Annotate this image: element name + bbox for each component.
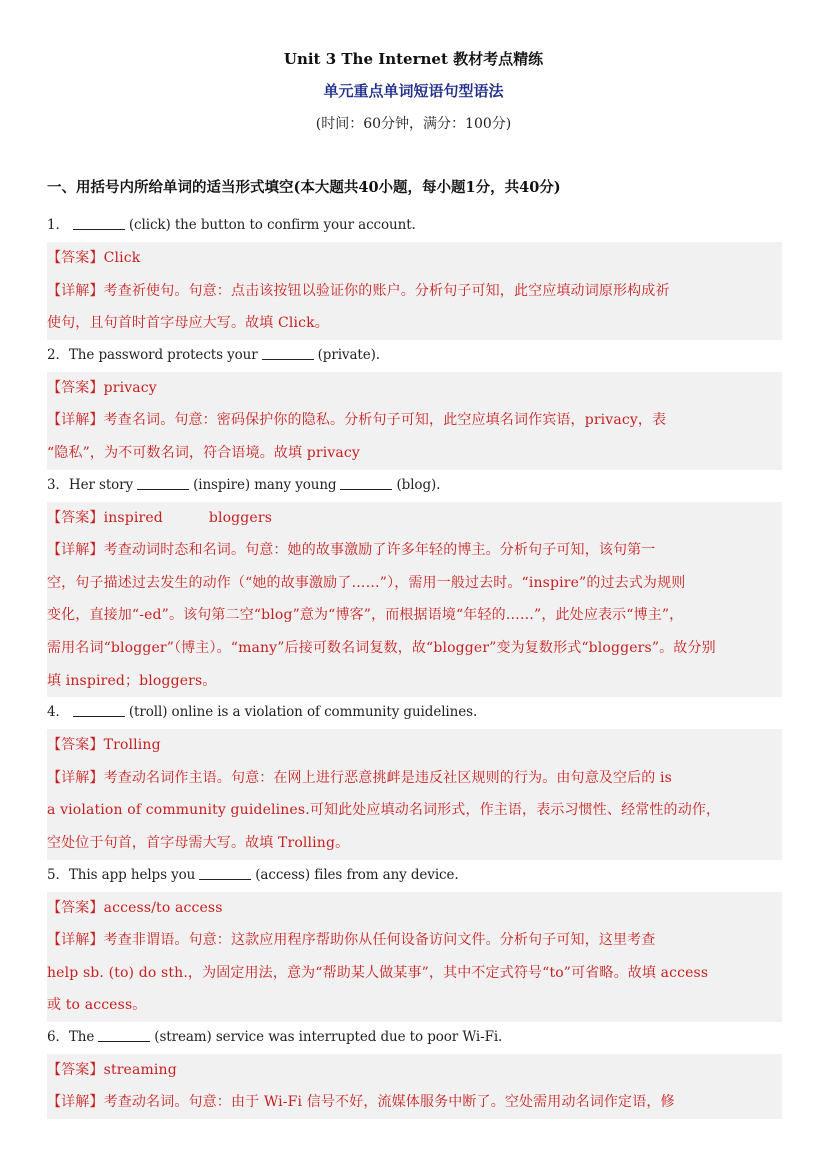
answer-blank xyxy=(340,475,392,490)
question-middle: (inspire) many young xyxy=(193,476,337,493)
explanation-line xyxy=(47,599,782,632)
question-suffix: (private). xyxy=(317,346,380,363)
explanation-text: 考查名词。句意：密码保护你的隐私。分析句子可知，此空应填名词作宾语，privacy，表 xyxy=(103,412,667,429)
explanation-tag: 【详解】 xyxy=(47,932,104,949)
answer-tag: 【答案】 xyxy=(47,1061,104,1078)
explanation-text: 考查非谓语。句意：这款应用程序帮助你从任何设备访问文件。分析句子可知，这里考查 xyxy=(103,932,656,949)
explanation-text: help sb. (to) do sth.，为固定用法，意为“帮助某人做某事”，其中不定式符号“to”可省略。故填 access xyxy=(47,964,709,981)
answer-blank xyxy=(73,215,125,230)
question-number: 3． xyxy=(47,476,69,493)
explanation-text: 变化，直接加“-ed”。该句第二空“blog”意为“博客”，而根据语境“年轻的……”，此处应表示“博主”， xyxy=(47,607,684,624)
question-number: 4． xyxy=(47,704,69,721)
question-prefix: Her story xyxy=(68,476,134,493)
answer-line xyxy=(47,502,782,535)
answer-line xyxy=(47,1054,782,1087)
explanation-line xyxy=(47,827,782,860)
answer-line xyxy=(47,242,782,275)
explanation-line xyxy=(47,534,782,567)
explanation-text: 考查动名词作主语。句意：在网上进行恶意挑衅是违反社区规则的行为。由句意及空后的 is xyxy=(103,769,673,786)
explanation-line xyxy=(47,404,782,437)
explanation-tag: 【详解】 xyxy=(47,282,104,299)
answer-blank xyxy=(199,865,251,880)
explanation-line xyxy=(47,794,782,827)
question-prefix: The xyxy=(68,1028,95,1045)
question-suffix: (access) files from any device. xyxy=(255,866,459,883)
question-suffix: (troll) online is a violation of community guidelines. xyxy=(128,704,478,721)
answer-tag: 【答案】 xyxy=(47,899,104,916)
explanation-text: 需用名词“blogger”（博主）。“many”后接可数名词复数，故“blogger”变为复数形式“bloggers”。故分别 xyxy=(47,639,716,656)
explanation-tag: 【详解】 xyxy=(47,412,104,429)
question-text xyxy=(47,210,782,242)
page-title: Unit 3 The Internet 教材考点精练 xyxy=(283,50,544,68)
question-prefix: The password protects your xyxy=(68,346,258,363)
explanation-line xyxy=(47,1086,782,1119)
answer-value: Click xyxy=(103,250,141,266)
question-text xyxy=(47,1022,782,1054)
page-subtitle: 单元重点单词短语句型语法 xyxy=(323,82,504,100)
answer-line xyxy=(47,372,782,405)
answer-tag: 【答案】 xyxy=(47,379,104,396)
answer-explanation-box xyxy=(47,502,782,698)
question-prefix: This app helps you xyxy=(68,866,196,883)
question-suffix: (blog). xyxy=(396,476,441,493)
explanation-line xyxy=(47,437,782,470)
explanation-line xyxy=(47,275,782,308)
explanation-text: 考查祈使句。句意：点击该按钮以验证你的账户。分析句子可知，此空应填动词原形构成祈 xyxy=(103,282,670,299)
explanation-text: 考查动名词。句意：由于 Wi-Fi 信号不好，流媒体服务中断了。空处需用动名词作定语，修 xyxy=(103,1094,675,1111)
question-text xyxy=(47,697,782,729)
explanation-text: 考查动词时态和名词。句意：她的故事激励了许多年轻的博主。分析句子可知，该句第一 xyxy=(103,542,656,559)
answer-value: privacy xyxy=(103,379,157,396)
section-heading: 一、用括号内所给单词的适当形式填空(本大题共40小题，每小题1分，共40分) xyxy=(47,179,561,196)
explanation-line xyxy=(47,957,782,990)
answer-line xyxy=(47,892,782,925)
answer-explanation-box xyxy=(47,729,782,859)
question-number: 5． xyxy=(47,866,69,883)
answer-explanation-box xyxy=(47,892,782,1022)
explanation-text: 填 inspired；bloggers。 xyxy=(47,672,217,689)
explanation-text: 或 to access。 xyxy=(47,997,147,1014)
explanation-tag: 【详解】 xyxy=(47,769,104,786)
answer-blank xyxy=(98,1027,150,1042)
answer-blank xyxy=(262,345,314,360)
question-number: 2． xyxy=(47,346,69,363)
question-number: 1． xyxy=(47,217,69,233)
explanation-tag: 【详解】 xyxy=(47,1094,104,1111)
answer-explanation-box xyxy=(47,242,782,340)
explanation-line xyxy=(47,924,782,957)
answer-value: Trolling xyxy=(103,737,161,754)
explanation-line xyxy=(47,762,782,795)
explanation-text: 空，句子描述过去发生的动作（“她的故事激励了……”），需用一般过去时。“inspire”的过去式为规则 xyxy=(47,574,686,591)
explanation-text: “隐私”，为不可数名词，符合语境。故填 privacy xyxy=(47,444,360,461)
answer-tag: 【答案】 xyxy=(47,737,104,754)
explanation-line xyxy=(47,567,782,600)
explanation-text: 使句，且句首时首字母应大写。故填 Click。 xyxy=(47,315,329,332)
answer-value: streaming xyxy=(103,1061,177,1078)
time-info: (时间：60分钟，满分：100分) xyxy=(315,116,512,132)
explanation-tag: 【详解】 xyxy=(47,542,104,559)
answer-line xyxy=(47,729,782,762)
answer-blank xyxy=(137,475,189,490)
answer-tag: 【答案】 xyxy=(47,250,104,266)
question-text xyxy=(47,340,782,372)
question-text xyxy=(47,470,782,502)
question-number: 6． xyxy=(47,1028,69,1045)
explanation-line xyxy=(47,665,782,698)
question-suffix: (stream) service was interrupted due to poor Wi-Fi. xyxy=(154,1028,503,1045)
answer-explanation-box xyxy=(47,372,782,470)
explanation-line xyxy=(47,632,782,665)
explanation-line xyxy=(47,307,782,340)
question-list xyxy=(47,210,782,1119)
explanation-text: a violation of community guidelines.可知此处应填动名词形式，作主语，表示习惯性、经常性的动作， xyxy=(47,802,721,819)
explanation-line xyxy=(47,989,782,1022)
answer-blank xyxy=(73,702,125,717)
question-text xyxy=(47,860,782,892)
explanation-text: 空处位于句首，首字母需大写。故填 Trolling。 xyxy=(47,834,350,851)
answer-value: inspired bloggers xyxy=(103,509,273,526)
answer-tag: 【答案】 xyxy=(47,509,104,526)
answer-explanation-box xyxy=(47,1054,782,1119)
question-suffix: (click) the button to confirm your account. xyxy=(128,217,416,233)
answer-value: access/to access xyxy=(103,899,223,916)
